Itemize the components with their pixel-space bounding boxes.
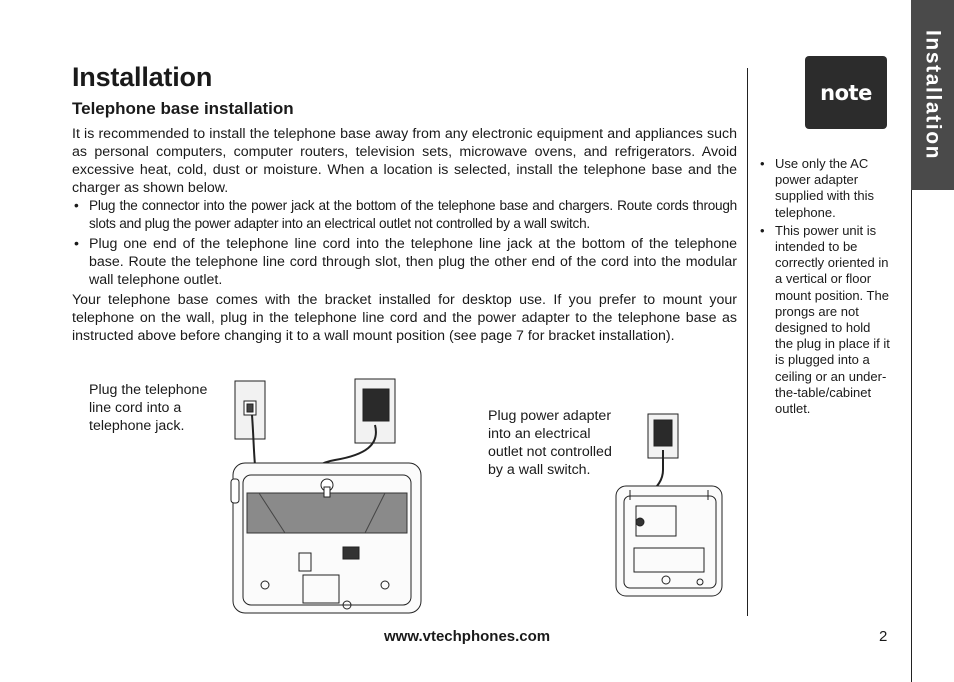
margin-rule xyxy=(911,190,912,682)
caption-power-adapter: Plug power adapter into an electrical outlet not controlled by a wall switch. xyxy=(488,408,612,478)
note-item-orientation: • This power unit is intended to be correctly oriented in a vertical or floor mount position. The prongs are not designed to hold the plug in place if it is plugged into a ceiling or an under-the-table/cabinet outlet. xyxy=(758,223,892,417)
main-body xyxy=(72,125,737,345)
section-tab-label-wrap xyxy=(911,0,954,190)
section-tab-label: Installation xyxy=(921,29,945,161)
instruction-list xyxy=(72,197,737,289)
telephone-base-diagram xyxy=(225,375,425,615)
page-number: 2 xyxy=(879,628,888,645)
charger-diagram xyxy=(610,410,728,600)
wall-mount-paragraph: Your telephone base comes with the bracket installed for desktop use. If you prefer to mount your telephone on the wall, plug in the telephone line cord and the power adapter to the telephone base as instructed above before changing it to a wall mount position (see page 7 for bracket installation). xyxy=(72,292,737,344)
instruction-item-power: • Plug the connector into the power jack at the bottom of the telephone base and chargers. Route cords through slots and plug the power adapter into an electrical outlet not controlled by a wall switch. xyxy=(72,197,737,233)
note-list xyxy=(758,156,892,417)
instruction-item-line-cord: • Plug one end of the telephone line cord into the telephone line jack at the bottom of the telephone base. Route the telephone line cord through slot, then plug the other end of the cord into the modular wall telephone outlet. xyxy=(72,235,737,289)
footer-url[interactable]: www.vtechphones.com xyxy=(384,628,551,645)
section-heading: Telephone base installation xyxy=(72,99,294,118)
note-item-adapter: • Use only the AC power adapter supplied with this telephone. xyxy=(758,156,892,221)
note-badge: note xyxy=(805,56,887,129)
column-divider xyxy=(747,68,748,616)
page-title: Installation xyxy=(72,62,213,92)
caption-telephone-jack: Plug the telephone line cord into a telephone jack. xyxy=(89,382,208,434)
intro-paragraph: It is recommended to install the telephone base away from any electronic equipment and appliances such as personal computers, computer routers, television sets, microwave ovens, and refrigerators. Avoid excessive heat, cold, dust or moisture. When a location is selected, install the telephone base and the charger as shown below. xyxy=(72,126,737,196)
charger-outline xyxy=(616,486,722,596)
